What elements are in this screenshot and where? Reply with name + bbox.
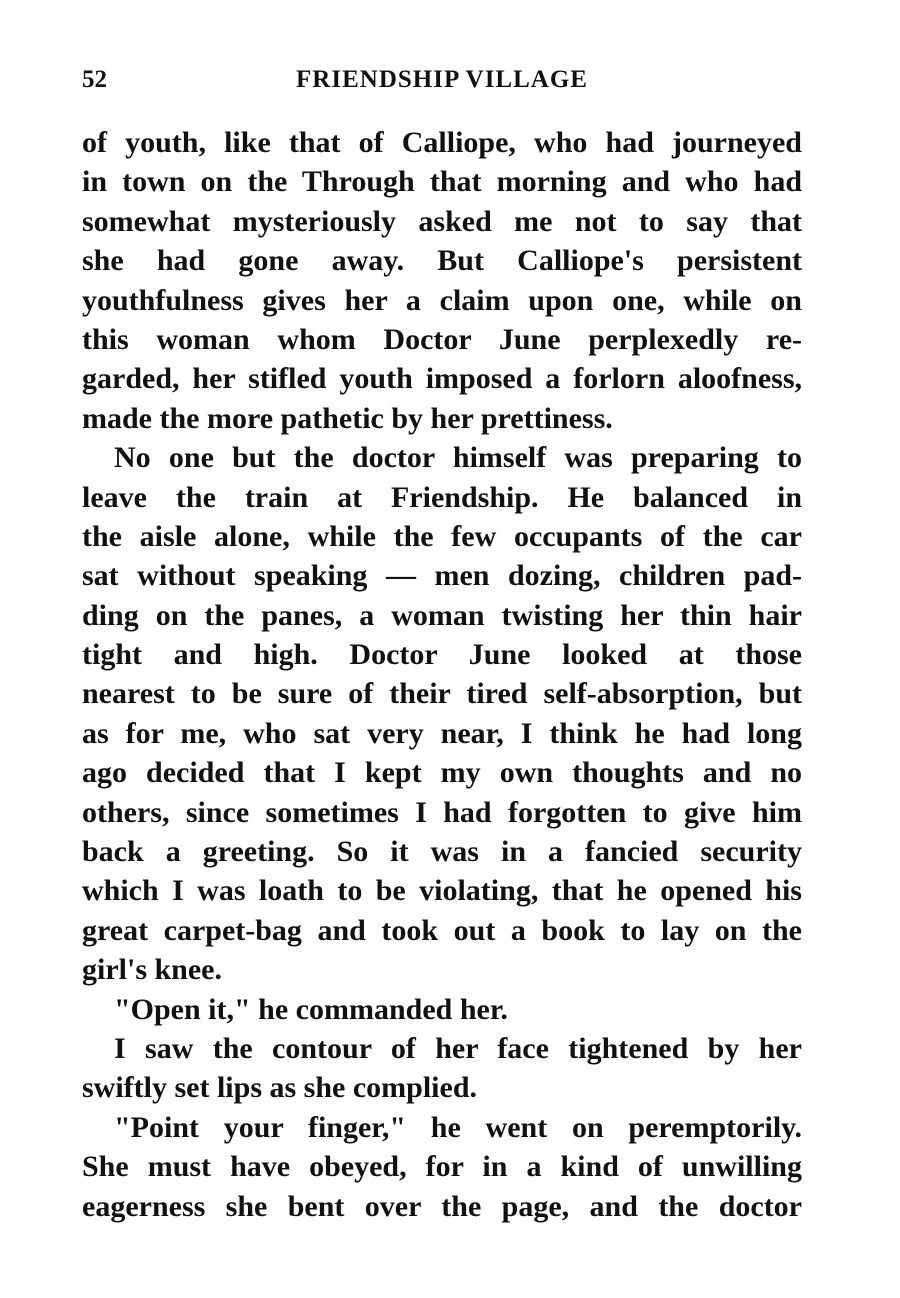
text-line: girl's knee. (82, 953, 222, 987)
text-line: ding on the panes, a woman twisting her thin hair (82, 598, 802, 632)
text-line: ago decided that I kept my own thoughts and no (82, 756, 802, 790)
text-line: No one but the doctor himself was preparing to (114, 441, 802, 475)
text-line: somewhat mysteriously asked me not to say that (82, 204, 802, 238)
text-line: tight and high. Doctor June looked at those (82, 638, 802, 672)
text-line: I saw the contour of her face tightened by her (114, 1031, 802, 1065)
page-header (82, 62, 802, 98)
text-line: she had gone away. But Calliope's persistent (82, 244, 802, 278)
text-line: as for me, who sat very near, I think he had long (82, 716, 802, 750)
text-line: of youth, like that of Calliope, who had journeyed (82, 126, 802, 159)
text-line: youthfulness gives her a claim upon one, while on (82, 283, 802, 317)
text-line: She must have obeyed, for in a kind of unwilling (82, 1150, 802, 1184)
text-line: leave the train at Friendship. He balanced in (82, 480, 802, 514)
running-head: FRIENDSHIP VILLAGE (296, 66, 588, 93)
text-line: great carpet-bag and took out a book to lay on the (82, 913, 802, 947)
text-line: this woman whom Doctor June perplexedly re- (82, 322, 802, 356)
text-line: nearest to be sure of their tired self-absorption, but (82, 677, 802, 711)
body-text (82, 123, 802, 1226)
text-line: back a greeting. So it was in a fancied security (82, 835, 802, 869)
text-line: garded, her stifled youth imposed a forlorn aloofness, (82, 362, 802, 396)
text-line: "Open it," he commanded her. (114, 992, 508, 1026)
text-line: in town on the Through that morning and who had (82, 165, 802, 199)
text-line: others, since sometimes I had forgotten to give him (82, 795, 802, 829)
text-line: made the more pathetic by her prettiness. (82, 401, 613, 435)
text-line: swiftly set lips as she complied. (82, 1071, 478, 1105)
text-line: which I was loath to be violating, that he opened his (82, 874, 802, 908)
text-line: "Point your finger," he went on peremptorily. (114, 1110, 802, 1144)
text-line: the aisle alone, while the few occupants of the car (82, 519, 802, 553)
text-line: eagerness she bent over the page, and the doctor (82, 1189, 802, 1223)
page-number: 52 (82, 66, 107, 93)
text-line: sat without speaking — men dozing, children pad- (82, 559, 802, 593)
